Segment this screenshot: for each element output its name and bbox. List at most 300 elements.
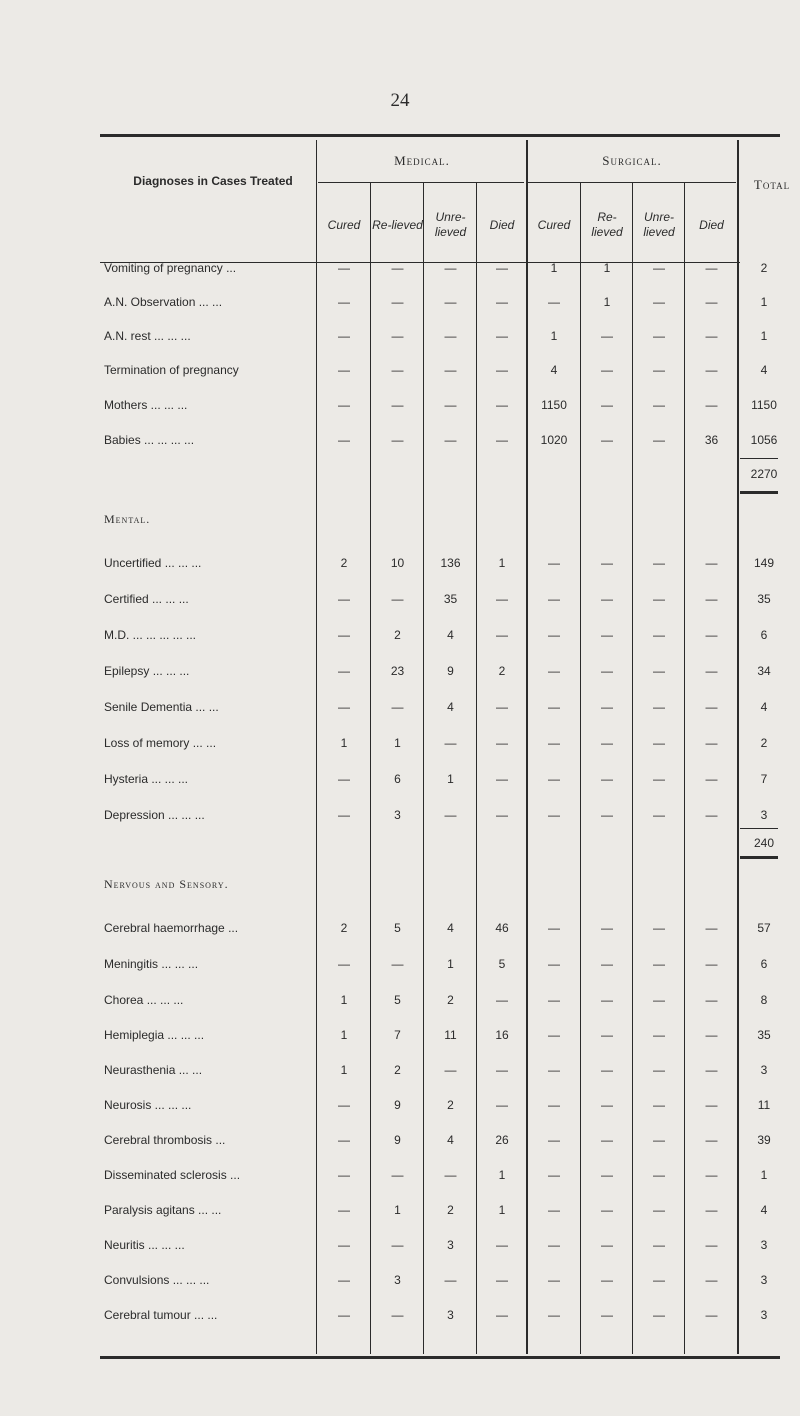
row-total: 57: [757, 921, 771, 935]
value-cell: —: [338, 1168, 350, 1182]
value-cell: —: [601, 1098, 613, 1112]
value-cell: —: [548, 1098, 560, 1112]
value-cell: —: [496, 628, 508, 642]
value-cell: —: [338, 772, 350, 786]
value-cell: —: [653, 363, 665, 377]
value-cell: —: [653, 329, 665, 343]
value-cell: —: [338, 1308, 350, 1322]
table-row: [0, 805, 800, 825]
value-cell: —: [653, 1098, 665, 1112]
value-cell: —: [601, 592, 613, 606]
value-cell: —: [548, 1063, 560, 1077]
value-cell: —: [496, 329, 508, 343]
value-cell: —: [705, 1063, 718, 1077]
value-cell: —: [548, 772, 560, 786]
value-cell: —: [496, 592, 508, 606]
value-cell: —: [601, 1238, 613, 1252]
value-cell: —: [705, 664, 718, 678]
row-label: Cerebral tumour ... ...: [104, 1308, 218, 1322]
value-cell: 4: [447, 1133, 454, 1147]
value-cell: —: [496, 295, 508, 309]
row-total: 3: [760, 1063, 768, 1077]
value-cell: —: [391, 329, 404, 343]
row-total: 1: [760, 1168, 768, 1182]
value-cell: —: [338, 1238, 350, 1252]
row-total: 3: [760, 1273, 768, 1287]
value-cell: —: [705, 1098, 718, 1112]
value-cell: —: [601, 363, 613, 377]
header-medical: Medical.: [394, 153, 450, 168]
value-cell: —: [705, 1028, 718, 1042]
value-cell: 16: [495, 1028, 509, 1042]
value-cell: 4: [447, 700, 454, 714]
value-cell: 3: [394, 808, 401, 822]
value-cell: —: [601, 1028, 613, 1042]
value-cell: 1020: [540, 433, 568, 447]
row-label: Chorea ... ... ...: [104, 993, 184, 1007]
value-cell: —: [496, 993, 508, 1007]
value-cell: 46: [495, 921, 509, 935]
section-subtotal: 2270: [750, 467, 778, 481]
row-total: 3: [760, 808, 768, 822]
value-cell: —: [705, 295, 718, 309]
value-cell: —: [496, 398, 508, 412]
value-cell: —: [705, 592, 718, 606]
value-cell: —: [601, 1133, 613, 1147]
table-row: [0, 1305, 800, 1325]
row-total: 4: [760, 363, 768, 377]
value-cell: —: [653, 1273, 665, 1287]
value-cell: —: [338, 957, 350, 971]
value-cell: —: [601, 628, 613, 642]
row-total: 6: [760, 957, 768, 971]
header-diagnoses: Diagnoses in Cases Treated: [133, 174, 293, 188]
value-cell: —: [391, 957, 404, 971]
value-cell: —: [601, 398, 613, 412]
header-medical-cured: Cured: [327, 217, 361, 232]
row-total: 4: [760, 700, 768, 714]
value-cell: 1150: [541, 398, 567, 412]
value-cell: —: [705, 1133, 718, 1147]
value-cell: —: [653, 398, 665, 412]
value-cell: —: [391, 261, 404, 275]
value-cell: 3: [447, 1238, 454, 1252]
value-cell: —: [548, 1273, 560, 1287]
value-cell: 36: [704, 433, 719, 447]
value-cell: —: [653, 433, 665, 447]
row-label: Uncertified ... ... ...: [104, 556, 202, 570]
table-row: [0, 1060, 800, 1080]
value-cell: —: [548, 1308, 560, 1322]
value-cell: —: [496, 1273, 508, 1287]
value-cell: —: [653, 556, 665, 570]
value-cell: 1: [340, 993, 348, 1007]
value-cell: —: [653, 1133, 665, 1147]
value-cell: —: [601, 921, 613, 935]
table-row: [0, 769, 800, 789]
subtotal-rule: [740, 856, 778, 859]
table-row: [0, 360, 800, 380]
value-cell: —: [653, 1028, 665, 1042]
value-cell: —: [391, 700, 404, 714]
value-cell: —: [391, 1308, 404, 1322]
value-cell: 5: [498, 957, 506, 971]
table-row: [0, 697, 800, 717]
value-cell: 4: [447, 921, 454, 935]
row-label: A.N. Observation ... ...: [104, 295, 223, 309]
table-row: [0, 954, 800, 974]
value-cell: 1: [498, 1203, 506, 1217]
value-cell: —: [705, 1168, 718, 1182]
row-total: 1: [760, 295, 768, 309]
value-cell: —: [496, 700, 508, 714]
value-cell: 2: [340, 921, 348, 935]
section-heading-nervous: Nervous and Sensory.: [104, 877, 229, 891]
value-cell: —: [338, 363, 350, 377]
value-cell: —: [444, 295, 457, 309]
value-cell: —: [653, 957, 665, 971]
value-cell: —: [705, 1238, 718, 1252]
value-cell: —: [653, 700, 665, 714]
row-total: 7: [760, 772, 768, 786]
row-label: Hemiplegia ... ... ...: [104, 1028, 205, 1042]
section-heading-mental: Mental.: [104, 512, 151, 526]
value-cell: —: [496, 772, 508, 786]
row-label: Depression ... ... ...: [104, 808, 205, 822]
header-medical-died: Died: [489, 217, 515, 232]
value-cell: 6: [394, 772, 401, 786]
value-cell: 1: [340, 1028, 348, 1042]
value-cell: —: [705, 957, 718, 971]
table-row: [0, 1095, 800, 1115]
table-row: [0, 292, 800, 312]
value-cell: —: [601, 736, 613, 750]
row-label: Neurasthenia ... ...: [104, 1063, 203, 1077]
value-cell: —: [338, 592, 350, 606]
value-cell: —: [548, 592, 560, 606]
table-row: [0, 1235, 800, 1255]
value-cell: —: [391, 433, 404, 447]
table-row: [0, 625, 800, 645]
header-surgical-cured: Cured: [537, 217, 571, 232]
value-cell: 2: [447, 993, 454, 1007]
value-cell: —: [653, 1063, 665, 1077]
value-cell: 1: [447, 957, 454, 971]
table-row: [0, 258, 800, 278]
value-cell: —: [548, 1168, 560, 1182]
value-cell: —: [705, 261, 718, 275]
value-cell: 1: [498, 1168, 506, 1182]
value-cell: —: [548, 921, 560, 935]
value-cell: 3: [394, 1273, 401, 1287]
row-label: M.D. ... ... ... ... ...: [104, 628, 197, 642]
value-cell: —: [601, 1063, 613, 1077]
row-label: Meningitis ... ... ...: [104, 957, 199, 971]
header-surgical-relieved: Re-lieved: [591, 210, 623, 239]
page-number: 24: [390, 90, 410, 111]
row-label: A.N. rest ... ... ...: [104, 329, 191, 343]
row-label: Termination of pregnancy: [104, 363, 239, 377]
row-label: Paralysis agitans ... ...: [104, 1203, 222, 1217]
value-cell: —: [444, 398, 457, 412]
value-cell: —: [444, 329, 457, 343]
value-cell: —: [705, 921, 718, 935]
value-cell: —: [548, 628, 560, 642]
value-cell: —: [338, 433, 350, 447]
value-cell: —: [338, 1098, 350, 1112]
value-cell: 35: [443, 592, 458, 606]
row-label: Loss of memory ... ...: [104, 736, 217, 750]
value-cell: —: [653, 1238, 665, 1252]
table-row: [0, 1025, 800, 1045]
value-cell: 7: [394, 1028, 401, 1042]
row-label: Babies ... ... ... ...: [104, 433, 195, 447]
value-cell: —: [338, 329, 350, 343]
value-cell: 5: [394, 921, 401, 935]
value-cell: —: [391, 592, 404, 606]
value-cell: 9: [394, 1098, 401, 1112]
row-total: 1: [760, 329, 768, 343]
header-medical-unrelieved: Unre-lieved: [434, 210, 467, 239]
value-cell: —: [705, 628, 718, 642]
value-cell: 136: [440, 556, 461, 570]
value-cell: 1: [340, 1063, 348, 1077]
value-cell: —: [705, 1203, 718, 1217]
value-cell: —: [496, 736, 508, 750]
value-cell: —: [338, 700, 350, 714]
value-cell: —: [338, 664, 350, 678]
row-label: Vomiting of pregnancy ...: [104, 261, 237, 275]
value-cell: —: [496, 433, 508, 447]
value-cell: —: [601, 433, 613, 447]
table-row: [0, 1200, 800, 1220]
value-cell: 26: [495, 1133, 509, 1147]
row-label: Disseminated sclerosis ...: [104, 1168, 241, 1182]
row-total: 6: [760, 628, 768, 642]
value-cell: 1: [340, 736, 348, 750]
value-cell: —: [705, 398, 718, 412]
value-cell: 9: [394, 1133, 401, 1147]
table-row: [0, 918, 800, 938]
value-cell: —: [338, 295, 350, 309]
value-cell: —: [653, 772, 665, 786]
row-total: 2: [760, 261, 768, 275]
subtotal-rule: [740, 458, 778, 459]
value-cell: —: [601, 1203, 613, 1217]
value-cell: 5: [394, 993, 401, 1007]
value-cell: 2: [447, 1203, 454, 1217]
row-total: 149: [753, 556, 775, 570]
value-cell: 1: [550, 261, 558, 275]
value-cell: —: [601, 1168, 613, 1182]
value-cell: —: [496, 1098, 508, 1112]
value-cell: 9: [447, 664, 454, 678]
value-cell: 23: [390, 664, 405, 678]
row-label: Mothers ... ... ...: [104, 398, 188, 412]
value-cell: —: [601, 957, 613, 971]
value-cell: —: [653, 921, 665, 935]
row-total: 39: [757, 1133, 771, 1147]
value-cell: —: [548, 1028, 560, 1042]
row-total: 3: [760, 1238, 768, 1252]
value-cell: —: [548, 1203, 560, 1217]
value-cell: 1: [447, 772, 454, 786]
value-cell: 2: [394, 628, 401, 642]
row-total: 35: [757, 592, 771, 606]
row-total: 2: [760, 736, 768, 750]
value-cell: 1: [394, 736, 401, 750]
table-row: [0, 553, 800, 573]
table-row: [0, 430, 800, 450]
value-cell: —: [391, 1238, 404, 1252]
value-cell: —: [338, 1203, 350, 1217]
value-cell: —: [653, 628, 665, 642]
value-cell: —: [653, 1203, 665, 1217]
value-cell: —: [391, 295, 404, 309]
row-total: 8: [760, 993, 768, 1007]
table-row: [0, 395, 800, 415]
value-cell: —: [338, 1273, 350, 1287]
table-row: [0, 661, 800, 681]
value-cell: —: [653, 1168, 665, 1182]
value-cell: —: [496, 808, 508, 822]
value-cell: —: [705, 1273, 718, 1287]
value-cell: —: [444, 261, 457, 275]
value-cell: —: [496, 1063, 508, 1077]
value-cell: —: [444, 1063, 457, 1077]
header-surgical-unrelieved: Unre-lieved: [643, 210, 675, 239]
subtotal-rule: [740, 491, 778, 494]
value-cell: 10: [390, 556, 405, 570]
value-cell: —: [338, 628, 350, 642]
value-cell: 3: [447, 1308, 454, 1322]
value-cell: —: [705, 808, 718, 822]
row-label: Certified ... ... ...: [104, 592, 189, 606]
header-surgical-died: Died: [699, 217, 724, 232]
value-cell: —: [653, 261, 665, 275]
row-label: Neuritis ... ... ...: [104, 1238, 185, 1252]
value-cell: —: [548, 1238, 560, 1252]
value-cell: —: [705, 700, 718, 714]
value-cell: —: [653, 1308, 665, 1322]
value-cell: —: [444, 1168, 457, 1182]
value-cell: —: [548, 736, 560, 750]
row-total: 1056: [750, 433, 778, 447]
value-cell: —: [338, 398, 350, 412]
value-cell: —: [601, 556, 613, 570]
row-total: 3: [760, 1308, 768, 1322]
value-cell: —: [705, 556, 718, 570]
value-cell: —: [705, 329, 718, 343]
value-cell: —: [705, 772, 718, 786]
table-row: [0, 1270, 800, 1290]
value-cell: —: [548, 993, 560, 1007]
table-row: [0, 990, 800, 1010]
value-cell: —: [653, 592, 665, 606]
value-cell: —: [548, 664, 560, 678]
row-total: 4: [760, 1203, 768, 1217]
value-cell: —: [653, 736, 665, 750]
value-cell: —: [391, 398, 404, 412]
value-cell: —: [601, 808, 613, 822]
table-row: [0, 1165, 800, 1185]
row-label: Epilepsy ... ... ...: [104, 664, 190, 678]
row-label: Hysteria ... ... ...: [104, 772, 189, 786]
row-label: Convulsions ... ... ...: [104, 1273, 210, 1287]
value-cell: —: [653, 295, 665, 309]
row-label: Senile Dementia ... ...: [104, 700, 219, 714]
value-cell: —: [653, 664, 665, 678]
table-row: [0, 589, 800, 609]
value-cell: 2: [498, 664, 506, 678]
value-cell: 4: [550, 363, 558, 377]
value-cell: —: [705, 1308, 718, 1322]
value-cell: 11: [444, 1028, 457, 1042]
value-cell: —: [548, 808, 560, 822]
row-label: Cerebral thrombosis ...: [104, 1133, 226, 1147]
value-cell: —: [705, 736, 718, 750]
row-total: 1150: [751, 398, 777, 412]
value-cell: 1: [550, 329, 558, 343]
value-cell: —: [338, 261, 350, 275]
table-bottom-rule: [100, 1356, 780, 1359]
row-total: 35: [757, 1028, 771, 1042]
value-cell: —: [496, 1238, 508, 1252]
value-cell: 1: [498, 556, 506, 570]
header-surgical: Surgical.: [602, 153, 662, 168]
value-cell: —: [653, 993, 665, 1007]
value-cell: —: [548, 957, 560, 971]
value-cell: —: [548, 295, 560, 309]
value-cell: —: [444, 808, 457, 822]
value-cell: —: [444, 736, 457, 750]
value-cell: —: [444, 1273, 457, 1287]
table-row: [0, 326, 800, 346]
medical-group-rule: [318, 182, 524, 183]
value-cell: —: [601, 664, 613, 678]
value-cell: —: [705, 993, 718, 1007]
value-cell: —: [548, 700, 560, 714]
row-total: 11: [757, 1098, 771, 1112]
table-top-rule: [100, 134, 780, 137]
value-cell: —: [601, 329, 613, 343]
value-cell: —: [338, 808, 350, 822]
row-label: Cerebral haemorrhage ...: [104, 921, 239, 935]
value-cell: —: [496, 261, 508, 275]
value-cell: —: [496, 1308, 508, 1322]
row-label: Neurosis ... ... ...: [104, 1098, 192, 1112]
value-cell: —: [338, 1133, 350, 1147]
header-total: Total: [753, 177, 791, 192]
value-cell: —: [391, 1168, 404, 1182]
value-cell: —: [653, 808, 665, 822]
value-cell: —: [601, 993, 613, 1007]
table-row: [0, 733, 800, 753]
subtotal-rule: [740, 828, 778, 829]
value-cell: —: [444, 433, 457, 447]
value-cell: —: [496, 363, 508, 377]
row-total: 34: [757, 664, 771, 678]
value-cell: 1: [603, 295, 611, 309]
value-cell: 1: [603, 261, 611, 275]
value-cell: 2: [394, 1063, 401, 1077]
value-cell: —: [601, 700, 613, 714]
value-cell: —: [601, 1308, 613, 1322]
value-cell: —: [705, 363, 718, 377]
value-cell: —: [548, 1133, 560, 1147]
section-subtotal: 240: [753, 836, 775, 850]
table-row: [0, 1130, 800, 1150]
